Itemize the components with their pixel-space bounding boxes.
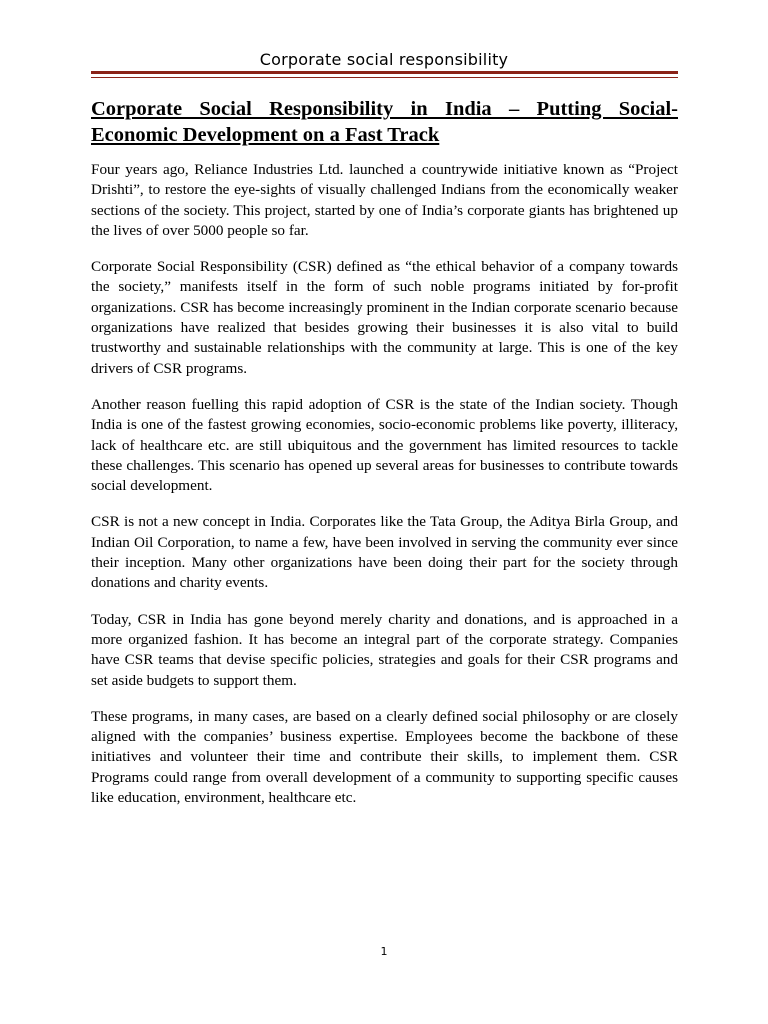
paragraph: Today, CSR in India has gone beyond merely charity and donations, and is approached in a more organized fashion. It has become an integral part of the corporate strategy. Companies have CSR teams that devise specific policies, strategies and goals for their CSR programs and set aside budgets to support them. [91, 610, 678, 689]
document-title: Corporate Social Responsibility in India – Putting Social-Economic Development on a Fast Track [91, 98, 678, 146]
paragraph: These programs, in many cases, are based on a clearly defined social philosophy or are closely aligned with the companies’ business expertise. Employees become the backbone of these initiatives and volunteer their time and contribute their skills, to implement them. CSR Programs could range from overall development of a community to supporting specific causes like education, environment, healthcare etc. [91, 707, 678, 807]
header-rule-thick [91, 71, 678, 74]
paragraph: Corporate Social Responsibility (CSR) defined as “the ethical behavior of a company towards the society,” manifests itself in the form of such noble programs initiated by for-profit organizations. CSR has become increasingly prominent in the Indian corporate scenario because organizations have realized that besides growing their businesses it is also vital to build trustworthy and sustainable relationships with the community at large. This is one of the key drivers of CSR programs. [91, 258, 678, 377]
header-rule-thin [91, 77, 678, 78]
page-number: 1 [380, 945, 388, 958]
running-header: Corporate social responsibility [259, 50, 509, 69]
document-body [91, 96, 678, 824]
paragraph: Another reason fuelling this rapid adoption of CSR is the state of the Indian society. Though India is one of the fastest growing economies, socio-economic problems like poverty, illiteracy, lack of healthcare etc. are still ubiquitous and the government has limited resources to tackle these challenges. This scenario has opened up several areas for businesses to contribute towards social development. [91, 395, 678, 495]
paragraph: CSR is not a new concept in India. Corporates like the Tata Group, the Aditya Birla Group, and Indian Oil Corporation, to name a few, have been involved in serving the community ever since their inception. Many other organizations have been doing their part for the society through donations and charity events. [91, 513, 678, 592]
paragraph: Four years ago, Reliance Industries Ltd. launched a countrywide initiative known as “Project Drishti”, to restore the eye-sights of visually challenged Indians from the economically weaker sections of the society. This project, started by one of India’s corporate giants has brightened up the lives of over 5000 people so far. [91, 161, 678, 239]
